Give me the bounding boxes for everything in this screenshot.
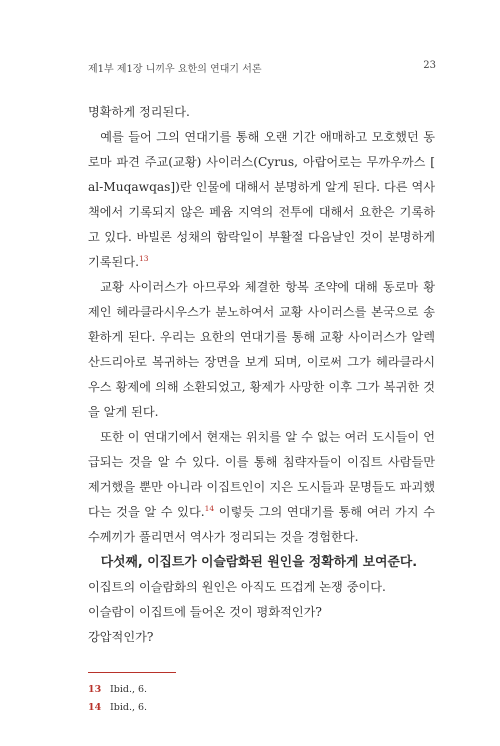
- footnotes: [88, 681, 147, 717]
- footnote-number: 13: [88, 684, 102, 695]
- paragraph-text: 또한 이 연대기에서 현재는 위치를 알 수 없는 여러 도시들이 언급되는 것을 알 수 있다. 이를 통해 침략자들이 이집트 사람들만 제거했을 뿐만 아니라 이집트인이 지은 도시들과 문명들도 파괴했다는 것을 알 수 있다.: [88, 430, 435, 519]
- section-heading: 다섯째, 이집트가 이슬람화된 원인을 정확하게 보여준다.: [100, 555, 418, 570]
- paragraph-treaty: 교황 사이러스가 아므루와 체결한 항복 조약에 대해 동로마 황제인 헤라클라시우스가 분노하여서 교황 사이러스를 본국으로 송환하게 된다. 우리는 요한의 연대기를 통해 교황 사이러스가 알렉산드리아로 복귀하는 장면을 보게 되며, 이로써 그가 헤라클라시우스 황제에 의해 소환되었고, 황제가 사망한 이후 그가 복귀한 것을 알게 된다.: [88, 280, 435, 419]
- footnote-item: [88, 699, 147, 717]
- footnote-ref-14[interactable]: 14: [204, 503, 215, 513]
- section-line: 이집트의 이슬람화의 원인은 아직도 뜨겁게 논쟁 중이다.: [88, 580, 386, 594]
- paragraph-cyrus: [88, 125, 435, 275]
- paragraph-continued: 명확하게 정리된다.: [88, 105, 190, 119]
- running-title: 제1부 제1장 니끼우 요한의 연대기 서론: [88, 64, 262, 75]
- footnote-number: 14: [88, 702, 102, 713]
- paragraph-text-cont: 이렇듯 그의 연대기를 통해 여러 가지 수수께끼가 풀리면서 역사가 정리되는 것을 경험한다.: [88, 505, 435, 544]
- footnote-item: [88, 681, 147, 699]
- body-text: [88, 100, 435, 650]
- footnote-text: Ibid., 6.: [110, 702, 148, 713]
- paragraph-text: 예를 들어 그의 연대기를 통해 오랜 기간 애매하고 모호했던 동로마 파견 주교(교황) 사이러스(Cyrus, 아랍어로는 무까우까스 [ al-Muqawqas])란 인물에 대해서 분명하게 알게 된다. 다른 역사책에서 기록되지 않은 페윰 지역의 전투에 대해서 요한은 기록하고 있다. 바빌론 성채의 함락일이 부활절 다음날인 것이 분명하게 기록된다.: [88, 130, 435, 269]
- section-line: 강압적인가?: [88, 630, 154, 644]
- footnote-divider: [88, 672, 176, 673]
- page-number: 23: [423, 60, 436, 71]
- running-header: [88, 60, 436, 75]
- paragraph-cities: [88, 425, 435, 550]
- section-line: 이슬람이 이집트에 들어온 것이 평화적인가?: [88, 605, 322, 619]
- footnote-text: Ibid., 6.: [110, 684, 148, 695]
- footnote-ref-13[interactable]: 13: [138, 253, 149, 263]
